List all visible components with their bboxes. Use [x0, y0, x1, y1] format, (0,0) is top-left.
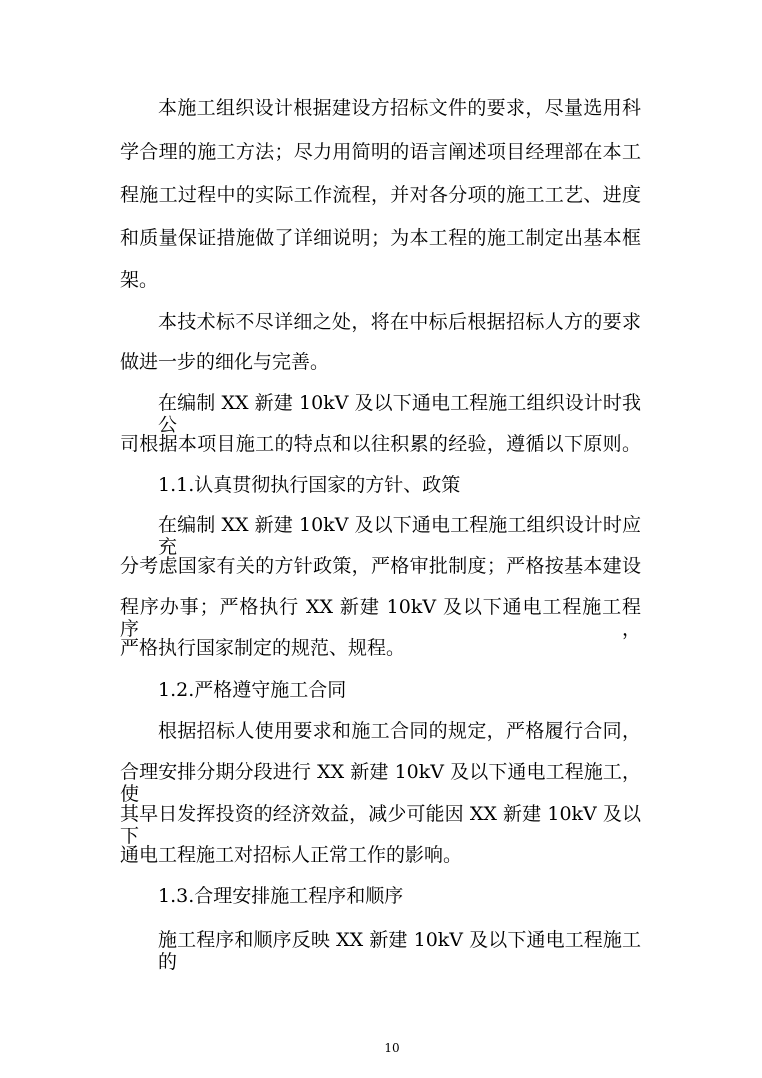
section-heading: 1.1.认真贯彻执行国家的方针、政策 [158, 474, 461, 496]
paragraph-line: 在编制 XX 新建 10kV 及以下通电工程施工组织设计时应充 [158, 514, 641, 558]
paragraph-line: 司根据本项目施工的特点和以往积累的经验，遵循以下原则。 [120, 433, 641, 455]
paragraph-line: 学合理的施工方法；尽力用简明的语言阐述项目经理部在本工 [120, 141, 641, 163]
paragraph-line: 严格执行国家制定的规范、规程。 [120, 637, 406, 659]
paragraph-line: 在编制 XX 新建 10kV 及以下通电工程施工组织设计时我公 [158, 392, 641, 436]
section-heading: 1.3.合理安排施工程序和顺序 [158, 885, 404, 907]
paragraph-line: 根据招标人使用要求和施工合同的规定，严格履行合同， [158, 720, 641, 742]
paragraph-line: 其早日发挥投资的经济效益，减少可能因 XX 新建 10kV 及以下 [120, 803, 641, 847]
paragraph-line: 程施工过程中的实际工作流程，并对各分项的施工工艺、进度 [120, 184, 641, 206]
paragraph-line: 程序办事；严格执行 XX 新建 10kV 及以下通电工程施工程序， [120, 596, 641, 640]
paragraph-line: 做进一步的细化与完善。 [120, 351, 330, 373]
section-heading: 1.2.严格遵守施工合同 [158, 679, 347, 701]
paragraph-line: 本施工组织设计根据建设方招标文件的要求，尽量选用科 [158, 97, 641, 119]
paragraph-line: 本技术标不尽详细之处，将在中标后根据招标人方的要求 [158, 311, 641, 333]
paragraph-line: 通电工程施工对招标人正常工作的影响。 [120, 844, 463, 866]
paragraph-line: 分考虑国家有关的方针政策，严格审批制度；严格按基本建设 [120, 555, 641, 577]
paragraph-line: 合理安排分期分段进行 XX 新建 10kV 及以下通电工程施工，使 [120, 761, 641, 805]
paragraph-line: 施工程序和顺序反映 XX 新建 10kV 及以下通电工程施工的 [158, 929, 641, 973]
paragraph-line: 和质量保证措施做了详细说明；为本工程的施工制定出基本框 [120, 227, 641, 249]
page-number: 10 [384, 1041, 400, 1055]
paragraph-line: 架。 [120, 269, 159, 291]
